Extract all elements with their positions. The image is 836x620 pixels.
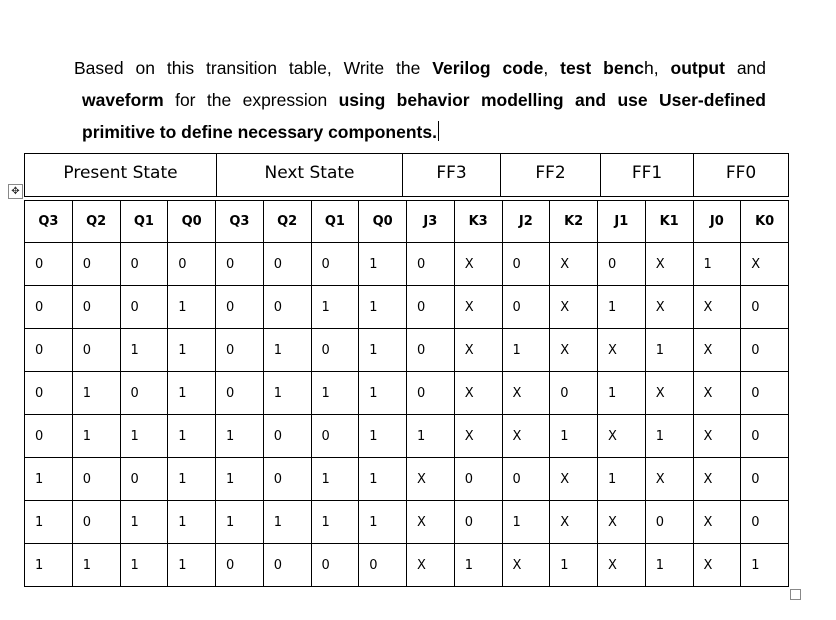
- column-header-q1: Q1: [120, 201, 168, 243]
- table-cell: 0: [72, 286, 120, 329]
- table-cell: 1: [407, 415, 455, 458]
- question-text-run: using behavior modelling and use User-defined: [338, 90, 766, 110]
- column-header-j3: J3: [407, 201, 455, 243]
- table-cell: 0: [263, 243, 311, 286]
- column-header-q0: Q0: [168, 201, 216, 243]
- table-cell: 0: [72, 458, 120, 501]
- table-cell: 0: [216, 544, 264, 587]
- table-cell: 1: [359, 501, 407, 544]
- table-cell: X: [598, 329, 646, 372]
- table-cell: X: [550, 458, 598, 501]
- table-cell: X: [502, 372, 550, 415]
- table-cell: X: [598, 544, 646, 587]
- question-text-run: waveform: [82, 90, 164, 110]
- column-header-q2: Q2: [263, 201, 311, 243]
- question-line-3: [74, 116, 766, 148]
- column-header-q2: Q2: [72, 201, 120, 243]
- table-cell: X: [407, 544, 455, 587]
- table-cell: 1: [454, 544, 502, 587]
- question-text-run: Based on this transition table, Write the: [74, 58, 433, 78]
- table-cell: 0: [25, 415, 73, 458]
- table-cell: 1: [25, 501, 73, 544]
- table-cell: 1: [502, 329, 550, 372]
- table-cell: 0: [168, 243, 216, 286]
- table-row: [25, 243, 789, 286]
- table-cell: 1: [645, 415, 693, 458]
- table-cell: X: [693, 501, 741, 544]
- column-header-row: [25, 201, 789, 243]
- table-cell: X: [645, 286, 693, 329]
- table-cell: 1: [168, 415, 216, 458]
- table-cell: 1: [216, 458, 264, 501]
- table-cell: 0: [25, 372, 73, 415]
- table-cell: X: [502, 544, 550, 587]
- table-cell: 1: [120, 544, 168, 587]
- header-present-state: Present State: [25, 154, 217, 197]
- table-cell: 1: [598, 286, 646, 329]
- question-line-1: [74, 52, 766, 84]
- table-cell: 0: [216, 329, 264, 372]
- table-cell: 1: [311, 458, 359, 501]
- table-cell: X: [645, 243, 693, 286]
- table-row: [25, 501, 789, 544]
- table-cell: 1: [359, 286, 407, 329]
- table-cell: 0: [407, 329, 455, 372]
- table-cell: 0: [454, 501, 502, 544]
- table-cell: X: [693, 458, 741, 501]
- table-row: [25, 544, 789, 587]
- move-arrows-icon[interactable]: ✥: [8, 184, 23, 199]
- table-cell: X: [550, 286, 598, 329]
- table-cell: 1: [359, 458, 407, 501]
- table-cell: 0: [120, 372, 168, 415]
- table-cell: 1: [72, 372, 120, 415]
- table-cell: 1: [168, 544, 216, 587]
- table-row: [25, 458, 789, 501]
- table-cell: 1: [72, 544, 120, 587]
- table-cell: X: [693, 372, 741, 415]
- header-table: [24, 153, 789, 197]
- column-header-k0: K0: [741, 201, 789, 243]
- table-cell: 0: [741, 415, 789, 458]
- table-cell: 1: [311, 286, 359, 329]
- question-text-run: primitive to define necessary components.: [82, 122, 437, 142]
- table-row: [25, 415, 789, 458]
- column-header-k2: K2: [550, 201, 598, 243]
- table-cell: 1: [263, 372, 311, 415]
- table-cell: 1: [168, 501, 216, 544]
- table-cell: 0: [454, 458, 502, 501]
- table-cell: 1: [645, 329, 693, 372]
- table-cell: 1: [550, 544, 598, 587]
- table-cell: 1: [216, 415, 264, 458]
- table-cell: X: [693, 415, 741, 458]
- table-cell: 0: [311, 415, 359, 458]
- table-cell: 0: [263, 458, 311, 501]
- table-cell: 1: [598, 458, 646, 501]
- table-cell: 0: [741, 372, 789, 415]
- resize-square-icon[interactable]: [790, 589, 801, 600]
- question-text-run: ,: [543, 58, 561, 78]
- table-cell: 1: [311, 501, 359, 544]
- table-cell: 1: [168, 329, 216, 372]
- table-cell: 0: [741, 286, 789, 329]
- table-cell: X: [454, 286, 502, 329]
- table-cell: 1: [216, 501, 264, 544]
- table-cell: 0: [25, 286, 73, 329]
- header-ff1: FF1: [601, 154, 694, 197]
- header-ff0: FF0: [694, 154, 789, 197]
- table-cell: 1: [120, 329, 168, 372]
- column-header-k1: K1: [645, 201, 693, 243]
- question-text-run: test benc: [560, 58, 644, 78]
- table-cell: 0: [216, 286, 264, 329]
- question-text-run: for the expression: [163, 90, 339, 110]
- table-cell: X: [550, 501, 598, 544]
- column-header-q1: Q1: [311, 201, 359, 243]
- table-cell: X: [645, 458, 693, 501]
- column-header-q0: Q0: [359, 201, 407, 243]
- table-cell: 0: [407, 372, 455, 415]
- table-cell: 0: [25, 243, 73, 286]
- column-header-j2: J2: [502, 201, 550, 243]
- table-cell: X: [741, 243, 789, 286]
- table-cell: 0: [502, 286, 550, 329]
- question-text-run: Verilog code: [432, 58, 544, 78]
- question-text-run: output: [670, 58, 725, 78]
- table-cell: 0: [645, 501, 693, 544]
- table-cell: 1: [311, 372, 359, 415]
- table-row: [25, 286, 789, 329]
- table-cell: 0: [502, 243, 550, 286]
- table-cell: X: [407, 501, 455, 544]
- table-cell: 1: [120, 415, 168, 458]
- table-cell: 1: [168, 458, 216, 501]
- table-cell: 0: [120, 458, 168, 501]
- header-next-state: Next State: [217, 154, 403, 197]
- table-cell: 1: [645, 544, 693, 587]
- table-cell: X: [693, 329, 741, 372]
- table-cell: 0: [263, 544, 311, 587]
- table-cell: 0: [72, 243, 120, 286]
- table-cell: X: [407, 458, 455, 501]
- table-cell: 1: [550, 415, 598, 458]
- table-row: [25, 329, 789, 372]
- table-cell: 0: [407, 286, 455, 329]
- transition-table: [24, 200, 789, 587]
- table-cell: 1: [359, 415, 407, 458]
- table-cell: 0: [25, 329, 73, 372]
- table-cell: 1: [168, 286, 216, 329]
- table-cell: X: [693, 544, 741, 587]
- table-cell: 1: [25, 544, 73, 587]
- table-cell: X: [598, 415, 646, 458]
- header-ff3: FF3: [403, 154, 501, 197]
- column-header-q3: Q3: [216, 201, 264, 243]
- question-text-run: h,: [644, 58, 671, 78]
- table-cell: 1: [72, 415, 120, 458]
- text-cursor: [438, 121, 439, 141]
- table-cell: 1: [120, 501, 168, 544]
- table-cell: X: [598, 501, 646, 544]
- question-paragraph: [74, 52, 766, 148]
- table-cell: 0: [311, 329, 359, 372]
- table-cell: 0: [216, 372, 264, 415]
- table-cell: X: [693, 286, 741, 329]
- table-cell: 0: [120, 243, 168, 286]
- question-text-run: and: [724, 58, 767, 78]
- table-cell: 1: [359, 372, 407, 415]
- table-cell: 0: [216, 243, 264, 286]
- table-cell: 1: [263, 329, 311, 372]
- table-cell: 1: [359, 329, 407, 372]
- table-cell: 0: [72, 329, 120, 372]
- table-cell: 1: [25, 458, 73, 501]
- table-cell: X: [454, 243, 502, 286]
- table-cell: X: [454, 415, 502, 458]
- table-cell: X: [502, 415, 550, 458]
- table-cell: 0: [120, 286, 168, 329]
- table-cell: X: [550, 329, 598, 372]
- table-cell: 1: [502, 501, 550, 544]
- column-header-q3: Q3: [25, 201, 73, 243]
- table-cell: 0: [741, 329, 789, 372]
- table-cell: 0: [72, 501, 120, 544]
- table-cell: 1: [693, 243, 741, 286]
- table-cell: 1: [359, 243, 407, 286]
- table-cell: 0: [311, 243, 359, 286]
- table-cell: 1: [741, 544, 789, 587]
- table-cell: 0: [407, 243, 455, 286]
- table-cell: 0: [263, 415, 311, 458]
- question-line-2: [74, 84, 766, 116]
- table-cell: 0: [598, 243, 646, 286]
- table-cell: X: [645, 372, 693, 415]
- table-cell: 0: [263, 286, 311, 329]
- table-cell: X: [550, 243, 598, 286]
- table-cell: 0: [359, 544, 407, 587]
- header-ff2: FF2: [501, 154, 601, 197]
- table-row: [25, 372, 789, 415]
- table-cell: X: [454, 329, 502, 372]
- table-cell: 0: [311, 544, 359, 587]
- table-cell: 0: [741, 458, 789, 501]
- table-cell: 0: [741, 501, 789, 544]
- column-header-j1: J1: [598, 201, 646, 243]
- table-cell: X: [454, 372, 502, 415]
- table-cell: 1: [263, 501, 311, 544]
- table-cell: 1: [168, 372, 216, 415]
- table-cell: 0: [502, 458, 550, 501]
- table-cell: 0: [550, 372, 598, 415]
- table-cell: 1: [598, 372, 646, 415]
- column-header-k3: K3: [454, 201, 502, 243]
- column-header-j0: J0: [693, 201, 741, 243]
